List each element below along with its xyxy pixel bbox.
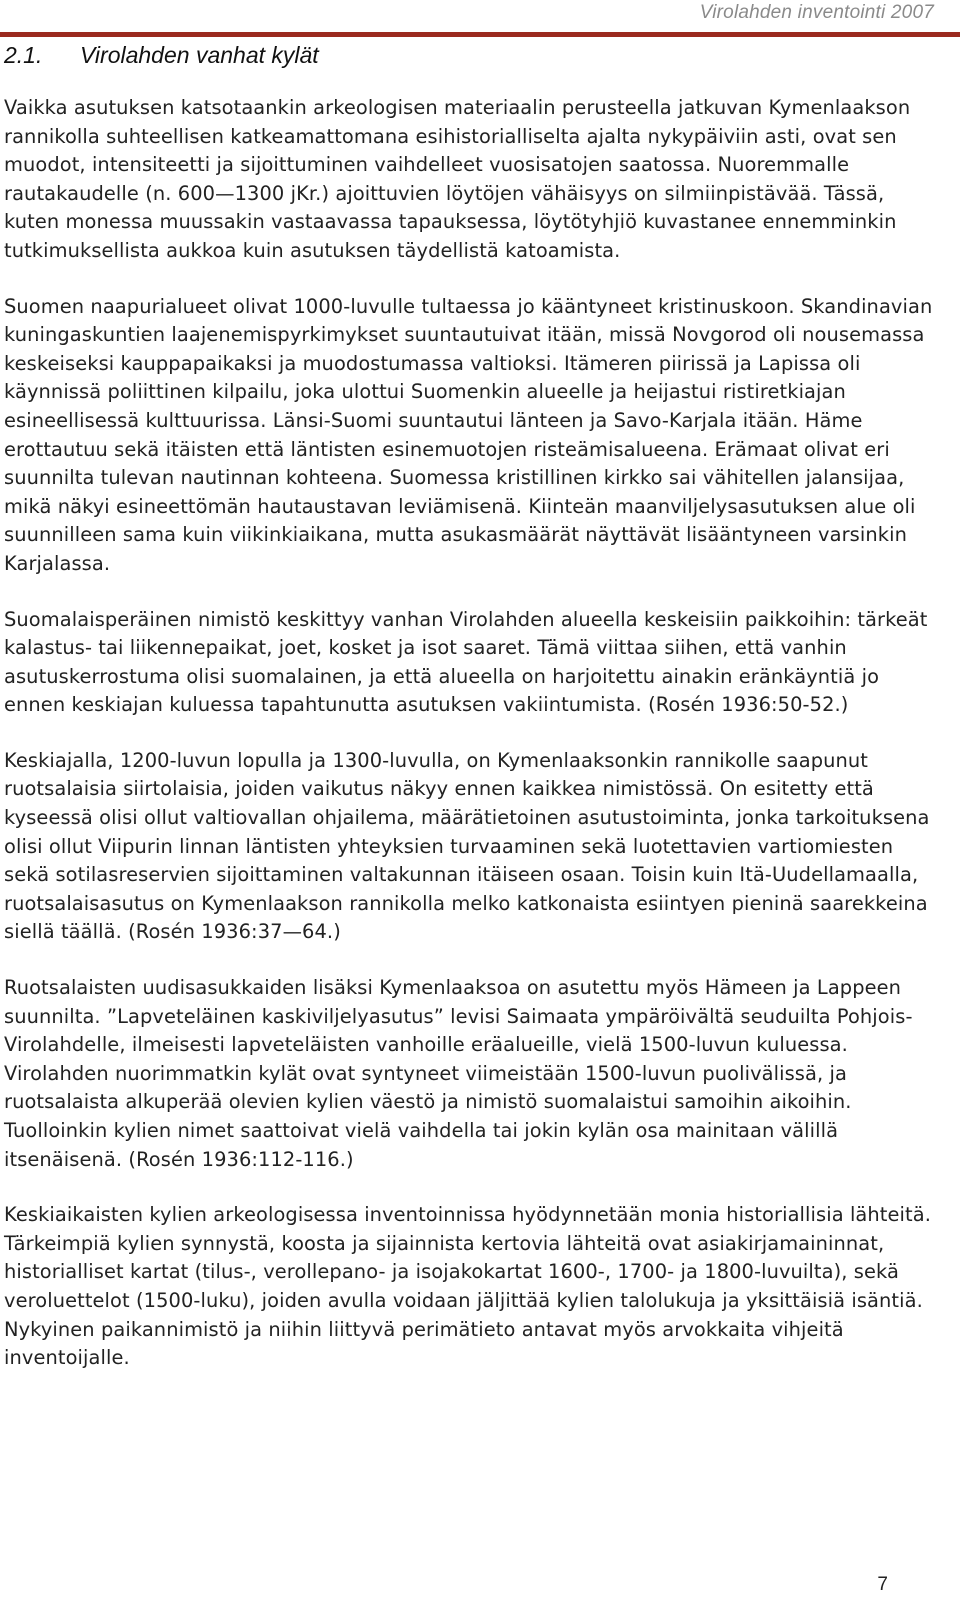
paragraph: Keskiajalla, 1200-luvun lopulla ja 1300-luvulla, on Kymenlaaksonkin rannikolle saapunut ruotsalaisia siirtolaisia, joiden vaikutus näkyy ennen kaikkea nimistössä. On esitetty että kyseessä olisi ollut valtiovallan ohjailema, määrätietoinen asutustoiminta, jonka tarkoituksena olisi ollut Viipurin linnan läntisten yhteyksien turvaaminen sekä luotettavien vartiomiesten sekä sotilasreservien sijoittaminen valtakunnan itäiseen osaan. Toisin kuin Itä-Uudellamaalla, ruotsalaisasutus on Kymenlaakson rannikolla melko katkonaista esiintyen pieninä saarekkeina siellä täällä. (Rosén 1936:37—64.) (4, 748, 930, 944)
paragraph: Ruotsalaisten uudisasukkaiden lisäksi Kymenlaaksoa on asutettu myös Hämeen ja Lappeen suunnilta. ”Lapveteläinen kaskiviljelyasutus” levisi Saimaata ympäröivältä seuduilta Pohjois-Virolahdelle, ilmeisesti lapveteläisten vanhoille eräalueille, vielä 1500-luvun kuluessa. Virolahden nuorimmatkin kylät ovat syntyneet viimeistään 1500-luvun puolivälissä, ja ruotsalaista alkuperää olevien kylien väestö ja nimistö suomalaistui samoihin aikoihin. Tuolloinkin kylien nimet saattoivat vielä vaihdella tai jokin kylän osa mainitaan välillä itsenäisenä. (Rosén 1936:112-116.) (4, 976, 913, 1171)
paragraph: Keskiaikaisten kylien arkeologisessa inventoinnissa hyödynnetään monia historiallisia lähteitä. Tärkeimpiä kylien synnystä, koosta ja sijainnista kertovia lähteitä ovat asiakirjamaininnat, historialliset kartat (tilus-, verollepano- ja isojakokartat 1600-, 1700- ja 1800-luvuilta), sekä veroluettelot (1500-luku), joiden avulla voidaan jäljittää kylien talolukuja ja yksittäisiä isäntiä. Nykyinen paikannimistö ja niihin liittyvä perimätieto antavat myös arvokkaita vihjeitä inventoijalle. (4, 1203, 931, 1370)
paragraph: Suomalaisperäinen nimistö keskittyy vanhan Virolahden alueella keskeisiin paikkoihin: tärkeät kalastus- tai liikennepaikat, joet, kosket ja isot saaret. Tämä viittaa siihen, että vanhin asutuskerrostuma olisi suomalainen, ja että alueella on harjoitettu ainakin eränkäyntiä jo ennen keskiajan kuluessa tapahtunutta asutuksen vakiintumista. (Rosén 1936:50-52.) (4, 607, 928, 717)
paragraph: Suomen naapurialueet olivat 1000-luvulle tultaessa jo kääntyneet kristinuskoon. Skandinavian kuningaskuntien laajenemispyrkimykset suuntautuivat itään, missä Novgorod oli nousemassa keskeiseksi kauppapaikaksi ja muodostumassa valtioksi. Itämeren piirissä ja Lapissa oli käynnissä poliittinen kilpailu, joka ulottui Suomenkin alueelle ja heijastui ristiretkiajan esineellisessä kulttuurissa. Länsi-Suomi suuntautui länteen ja Savo-Karjala itään. Häme erottautuu sekä itäisten että läntisten esinemuotojen risteämisalueena. Erämaat olivat eri suunnilta tulevan nautinnan kohteena. Suomessa kristillinen kirkko sai vähitellen jalansijaa, mikä näkyi esineettömän hautaustavan leviämisenä. Kiinteän maanviljelysasutuksen alue oli suunnilleen sama kuin viikinkiaikana, mutta asukasmäärät näyttävät lisääntyneen varsinkin Karjalassa. (4, 294, 933, 575)
paragraph: Vaikka asutuksen katsotaankin arkeologisen materiaalin perusteella jatkuvan Kymenlaakson rannikolla suhteellisen katkeamattomana esihistorialliselta ajalta nykypäiviin asti, ovat sen muodot, intensiteetti ja sijoittuminen vaihdelleet vuosisatojen saatossa. Nuoremmalle rautakaudelle (n. 600—1300 jKr.) ajoittuvien löytöjen vähäisyys on silmiinpistävää. Tässä, kuten monessa muussakin vastaavassa tapauksessa, löytötyhjiö kuvastanee ennemminkin tutkimuksellista aukkoa kuin asutuksen täydellistä katoamista. (4, 96, 911, 262)
running-header-title: Virolahden inventointi 2007 (699, 2, 934, 23)
page-number: 7 (877, 1574, 888, 1595)
header-divider (0, 32, 960, 37)
body-text (4, 94, 936, 1400)
section-heading (4, 42, 319, 69)
section-number: 2.1. (4, 42, 43, 68)
section-title: Virolahden vanhat kylät (80, 42, 319, 68)
